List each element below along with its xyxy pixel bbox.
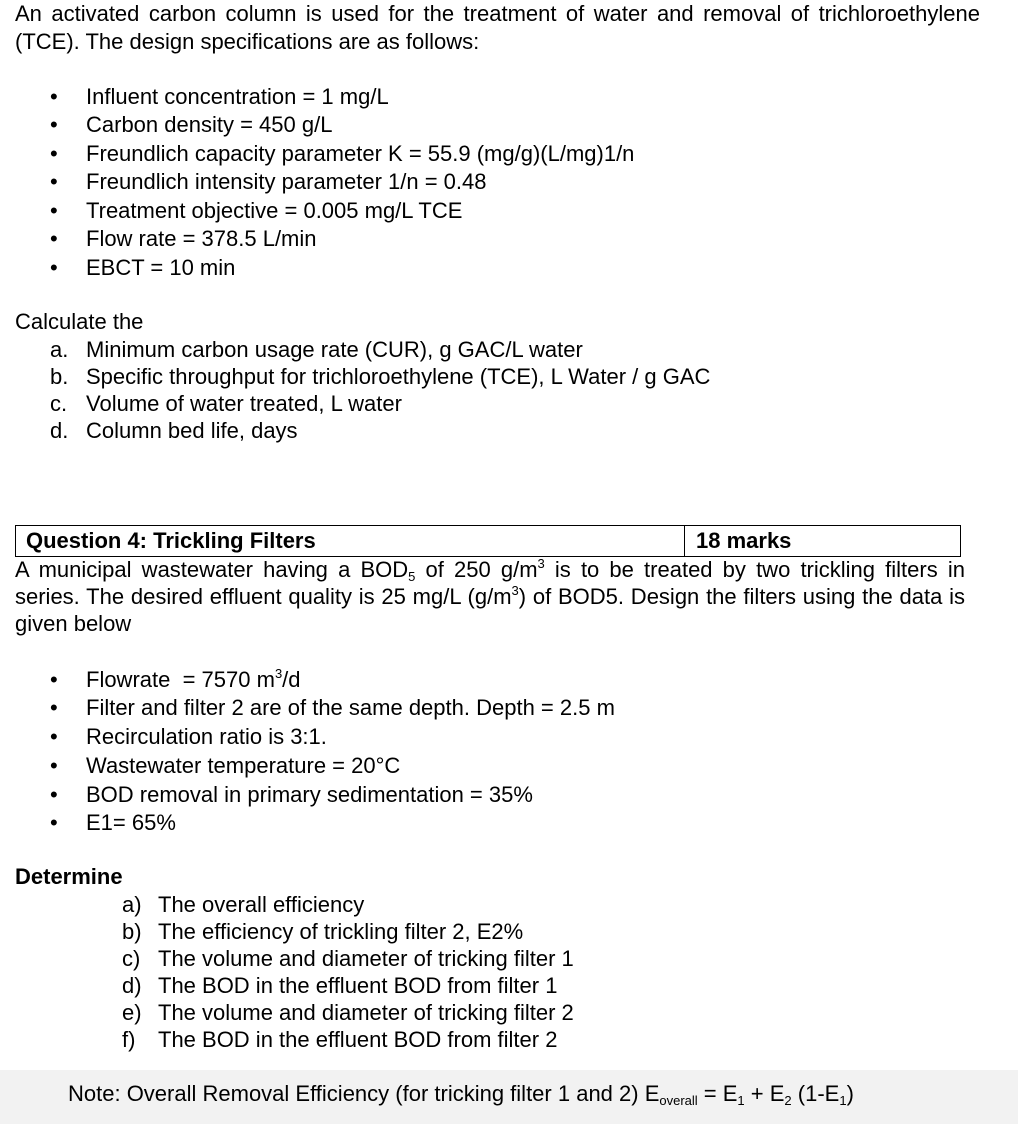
list-item: • Recirculation ratio is 3:1. xyxy=(50,724,327,749)
bullet-icon: • xyxy=(50,141,58,166)
list-item: • Flow rate = 378.5 L/min xyxy=(50,226,317,251)
list-item: b. Specific throughput for trichloroethylene (TCE), L Water / g GAC xyxy=(50,364,711,389)
bullet-icon: • xyxy=(50,753,58,778)
list-item: b) The efficiency of trickling filter 2, E2% xyxy=(122,919,524,944)
note-footer xyxy=(0,1070,1018,1124)
list-item: • Freundlich capacity parameter K = 55.9 (mg/g)(L/mg)1/n xyxy=(50,141,635,166)
list-item: • Carbon density = 450 g/L xyxy=(50,112,333,137)
determine-heading: Determine xyxy=(15,864,123,889)
list-item: d. Column bed life, days xyxy=(50,418,298,443)
list-item: a) The overall efficiency xyxy=(122,892,365,917)
list-item: • Wastewater temperature = 20°C xyxy=(50,753,401,778)
list-item: c. Volume of water treated, L water xyxy=(50,391,402,416)
question-header-table xyxy=(15,525,961,557)
list-item: d) The BOD in the effluent BOD from filter 1 xyxy=(122,973,558,998)
bullet-icon: • xyxy=(50,724,58,749)
note-text: Note: Overall Removal Efficiency (for tricking filter 1 and 2) $E_{overall} = E_1 + E_2$ $(1-E_1)$ xyxy=(68,1081,854,1108)
list-item: • BOD removal in primary sedimentation = 35% xyxy=(50,782,533,807)
bullet-icon: • xyxy=(50,198,58,223)
list-item: • Freundlich intensity parameter 1/n = 0.48 xyxy=(50,169,487,194)
bullet-icon: • xyxy=(50,810,58,835)
list-item: a. Minimum carbon usage rate (CUR), g GAC/L water xyxy=(50,337,583,362)
question-marks: 18 marks xyxy=(696,528,792,553)
list-item: • Filter and filter 2 are of the same depth. Depth = 2.5 m xyxy=(50,695,615,720)
list-item: • Influent concentration = 1 mg/L xyxy=(50,84,389,109)
bullet-icon: • xyxy=(50,84,58,109)
list-item: • Flowrate = 7570 $m^3/d$ xyxy=(50,666,301,692)
bullet-icon: • xyxy=(50,112,58,137)
bullet-icon: • xyxy=(50,667,58,692)
question-paragraph: A municipal wastewater having a $BOD_5$ of 250 $g/m^3$ is to be treated by two trickling filters in series. The desired effluent quality is 25 mg/L $(g/m^3)$ of BOD5. Design the filters using the data is given below xyxy=(15,556,965,636)
question-title: Question 4: Trickling Filters xyxy=(26,528,316,553)
list-item: c) The volume and diameter of tricking filter 1 xyxy=(122,946,574,971)
bullet-icon: • xyxy=(50,169,58,194)
list-item: • E1= 65% xyxy=(50,810,176,835)
bullet-icon: • xyxy=(50,782,58,807)
intro-paragraph: An activated carbon column is used for the treatment of water and removal of trichloroethylene (TCE). The design specifications are as follows: xyxy=(15,1,980,54)
bullet-icon: • xyxy=(50,695,58,720)
bullet-icon: • xyxy=(50,255,58,280)
bullet-icon: • xyxy=(50,226,58,251)
list-item: • Treatment objective = 0.005 mg/L TCE xyxy=(50,198,463,223)
list-item: f) The BOD in the effluent BOD from filter 2 xyxy=(122,1027,558,1052)
list-item: e) The volume and diameter of tricking filter 2 xyxy=(122,1000,574,1025)
list-item: • EBCT = 10 min xyxy=(50,255,236,280)
calc-heading: Calculate the xyxy=(15,309,144,334)
